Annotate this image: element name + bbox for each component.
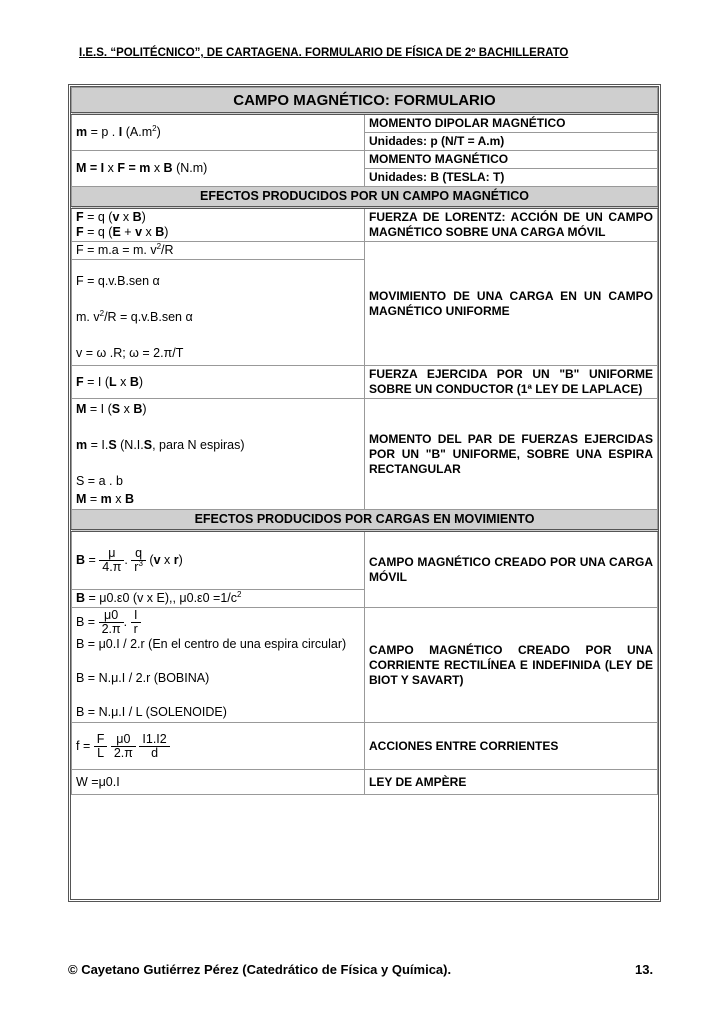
section-heading: EFECTOS PRODUCIDOS POR CARGAS EN MOVIMIENTO: [72, 510, 658, 531]
desc-dipole-units: Unidades: p (N/T = A.m): [365, 133, 658, 151]
formula-torque: M = I (S x B) m = I.S (N.I.S, para N espiras) S = a . b M = m x B: [72, 399, 365, 510]
formula-currents: f = $\frac{F}{L}$ $\frac{\mu 0}{2.\pi}$ $\frac{I1.I2}{d}$: [72, 723, 365, 770]
table-row: [72, 366, 658, 399]
formula-lorentz: F = q (v x B) F = q (E + v x B): [72, 208, 365, 242]
desc-moment-units: Unidades: B (TESLA: T): [365, 169, 658, 187]
desc-moment-title: MOMENTO MAGNÉTICO: [365, 151, 658, 169]
table-row: [72, 723, 658, 770]
desc-lorentz: FUERZA DE LORENTZ: ACCIÓN DE UN CAMPO MAGNÉTICO SOBRE UNA CARGA MÓVIL: [365, 208, 658, 242]
desc-ampere: LEY DE AMPÈRE: [365, 770, 658, 795]
formula-table-frame: [68, 84, 661, 902]
desc-currents: ACCIONES ENTRE CORRIENTES: [365, 723, 658, 770]
formula-charge-field: B = $\frac{\mu}{4.\pi}$ . $\frac{q}{r^3}$ (v x r): [72, 531, 365, 590]
formula-dipole: m = p . I $(A.m^2)$: [72, 114, 365, 151]
formula-relation: B = μ0.ε0 (v x E),, $\mu 0.\varepsilon 0 =1/c^2$: [72, 590, 365, 608]
table-row: [72, 114, 658, 133]
formula-laplace: F = I (L x B): [72, 366, 365, 399]
formula-wire: B = $\frac{\mu 0}{2.\pi}$ . $\frac{I}{r}$ B = μ0.I / 2.r (En el centro de una espira circular) B = N.μ.I / 2.r (BOBINA) B = N.μ.I / L (SOLENOIDE): [72, 608, 365, 723]
desc-charge-field: CAMPO MAGNÉTICO CREADO POR UNA CARGA MÓVIL: [365, 531, 658, 608]
section-heading: EFECTOS PRODUCIDOS POR UN CAMPO MAGNÉTICO: [72, 187, 658, 208]
table-title: CAMPO MAGNÉTICO: FORMULARIO: [72, 88, 658, 114]
formula-table: [71, 87, 658, 795]
desc-dipole-title: MOMENTO DIPOLAR MAGNÉTICO: [365, 114, 658, 133]
table-row: [72, 770, 658, 795]
table-row: [72, 608, 658, 723]
table-row: [72, 208, 658, 242]
table-row: [72, 399, 658, 510]
footer-credit: © Cayetano Gutiérrez Pérez (Catedrático de Física y Química).: [68, 962, 452, 977]
desc-wire: CAMPO MAGNÉTICO CREADO POR UNA CORRIENTE RECTILÍNEA E INDEFINIDA (LEY DE BIOT Y SAVART): [365, 608, 658, 723]
desc-torque: MOMENTO DEL PAR DE FUERZAS EJERCIDAS POR UN "B" UNIFORME, SOBRE UNA ESPIRA RECTANGULAR: [365, 399, 658, 510]
page-header: I.E.S. “POLITÉCNICO”, DE CARTAGENA. FORMULARIO DE FÍSICA DE 2º BACHILLERATO: [79, 47, 569, 59]
formula-uniform: F = q.v.B.sen α m. $v^2/R = q.v.B.sen$ α v = ω .R; ω = 2.π/T: [72, 260, 365, 366]
table-row: [72, 242, 658, 260]
formula-newton: F = m.a = m. $v^2/R$: [72, 242, 365, 260]
desc-uniform: MOVIMIENTO DE UNA CARGA EN UN CAMPO MAGNÉTICO UNIFORME: [365, 242, 658, 366]
formula-moment: M = I x F = m x B (N.m): [72, 151, 365, 187]
table-row: [72, 531, 658, 590]
table-row: [72, 151, 658, 169]
desc-laplace: FUERZA EJERCIDA POR UN "B" UNIFORME SOBRE UN CONDUCTOR (1ª LEY DE LAPLACE): [365, 366, 658, 399]
page-number: 13.: [635, 962, 654, 977]
formula-ampere: W =μ0.I: [72, 770, 365, 795]
